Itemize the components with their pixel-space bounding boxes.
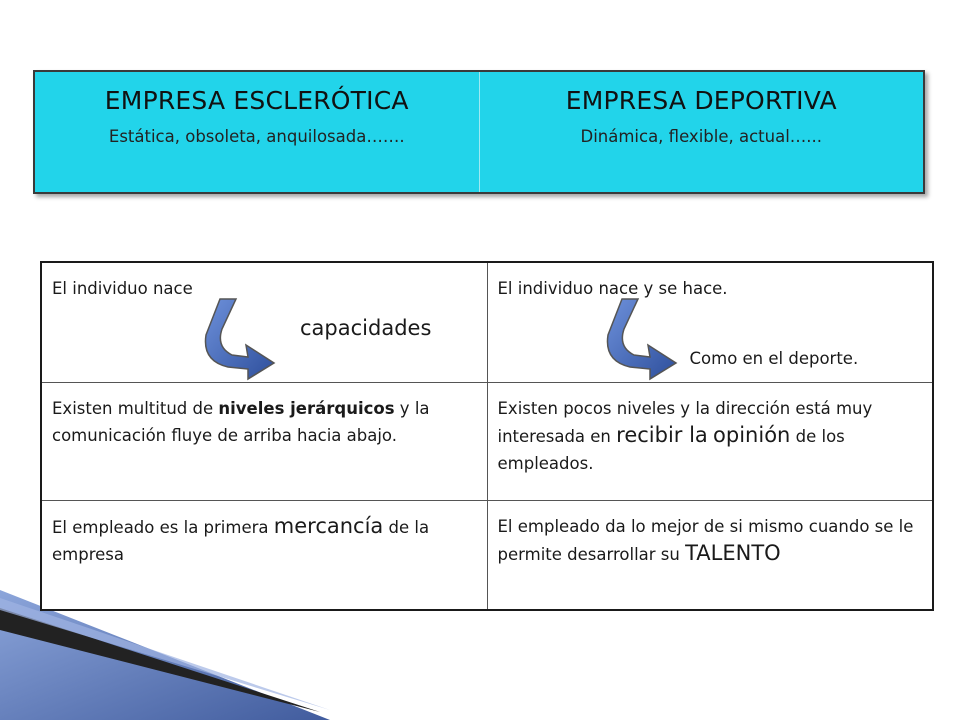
left-title: EMPRESA ESCLERÓTICA: [104, 86, 409, 115]
cell-text: de la empresa: [52, 518, 430, 564]
table-row: [42, 501, 932, 609]
cell-text: de los empleados.: [497, 427, 845, 473]
cell-text: Existen multitud de: [52, 399, 219, 418]
cell-text: El empleado da lo mejor de si mismo cuando se le permite desarrollar su: [497, 517, 914, 564]
cell-text: El individuo nace: [52, 279, 193, 298]
annotation-deporte: Como en el deporte.: [689, 349, 859, 368]
right-title: EMPRESA DEPORTIVA: [565, 86, 837, 115]
table-cell: [487, 383, 933, 500]
cell-text: El individuo nace y se hace.: [497, 279, 728, 298]
table-cell: [487, 263, 933, 382]
cell-text: El empleado es la primera: [52, 518, 274, 537]
right-subtitle: Dinámica, flexible, actual…...: [580, 127, 823, 146]
header-table: [33, 70, 925, 194]
table-cell: [487, 501, 933, 609]
cell-text: y la comunicación fluye de arriba hacia abajo.: [52, 399, 430, 445]
cell-text-big: opinión: [713, 423, 791, 447]
comparison-table: [40, 261, 934, 611]
table-cell: [42, 263, 487, 382]
curved-arrow-icon: [600, 295, 680, 381]
header-cell-left: [35, 72, 479, 192]
annotation-capacidades: capacidades: [300, 316, 432, 340]
left-subtitle: Estática, obsoleta, anquilosada…….: [108, 127, 405, 146]
table-row: [42, 383, 932, 501]
cell-text-big: mercancía: [273, 514, 384, 538]
cell-text: Existen pocos niveles y la dirección está muy interesada en: [497, 399, 873, 446]
cell-text-big: recibir la: [616, 423, 708, 447]
curved-arrow-icon: [198, 295, 278, 381]
table-cell: [42, 383, 487, 500]
cell-text-big: TALENTO: [685, 541, 781, 565]
cell-text-bold: niveles jerárquicos: [218, 399, 395, 418]
table-cell: [42, 501, 487, 609]
table-row: [42, 263, 932, 383]
header-cell-right: [479, 72, 924, 192]
